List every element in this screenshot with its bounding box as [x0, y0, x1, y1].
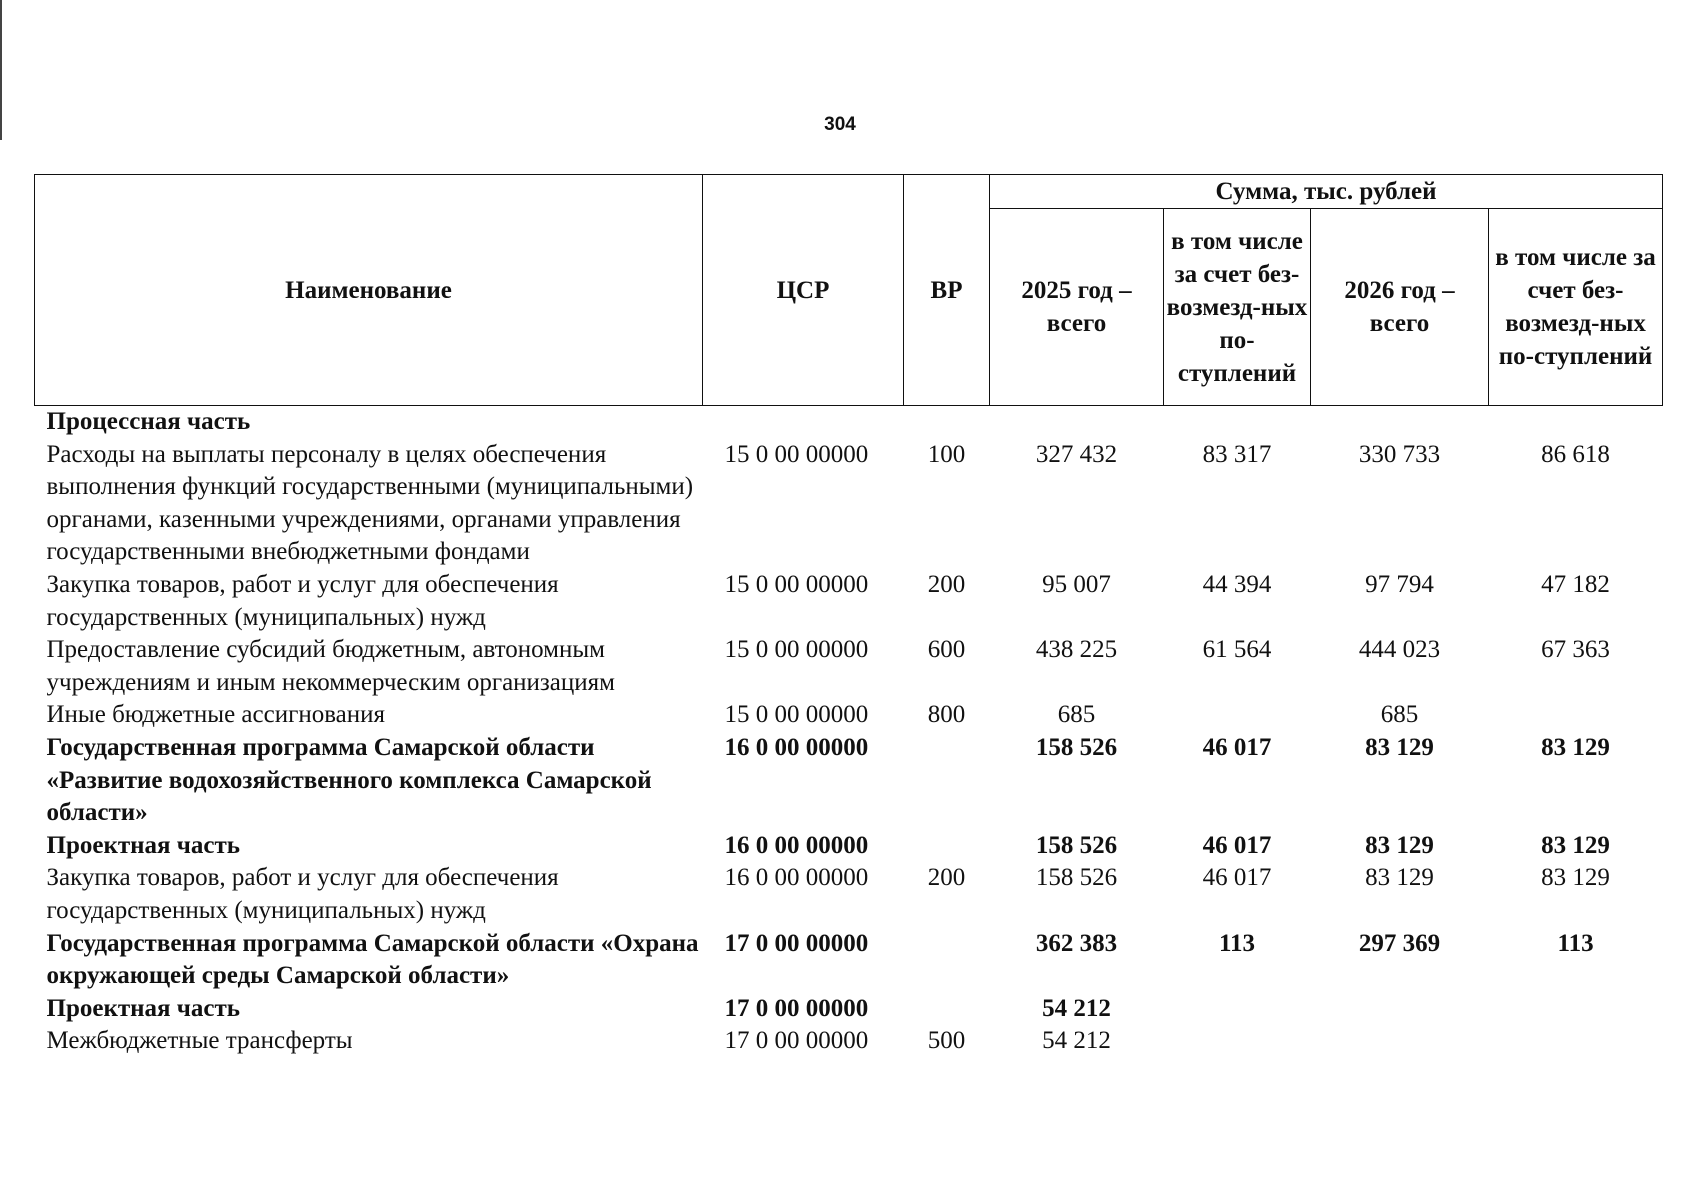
cell-name: Процессная часть	[46, 408, 251, 435]
cell-name: Межбюджетные трансферты	[46, 1027, 353, 1055]
table-row	[35, 862, 1663, 927]
cell-csr: 17 0 00 00000	[724, 929, 869, 957]
cell-2025-total: 158 526	[1035, 864, 1118, 892]
cell-2026-total: 444 023	[1358, 636, 1441, 664]
table-row	[35, 699, 1663, 732]
cell-2025-free: 46 017	[1202, 831, 1272, 859]
cell-vr: 800	[927, 701, 966, 729]
cell-name: Государственная программа Самарской области «Развитие водохозяйственного комплекса Самарской области»	[46, 733, 652, 827]
header-2025-total: 2025 год – всего	[990, 209, 1164, 406]
cell-2025-total: 438 225	[1035, 636, 1118, 664]
cell-2026-free: 113	[1557, 929, 1594, 957]
cell-2025-total	[990, 406, 1164, 439]
cell-2026-free	[1489, 993, 1663, 1026]
cell-vr: 100	[927, 440, 966, 468]
cell-name: Закупка товаров, работ и услуг для обеспечения государственных (муниципальных) нужд	[46, 570, 559, 631]
cell-name: Государственная программа Самарской области «Охрана окружающей среды Самарской области»	[46, 929, 699, 990]
cell-2025-free	[1164, 993, 1311, 1026]
cell-2025-free: 46 017	[1202, 864, 1272, 892]
header-csr: ЦСР	[703, 175, 904, 406]
page-number: 304	[824, 114, 856, 135]
cell-csr: 16 0 00 00000	[724, 733, 869, 761]
cell-2025-total: 158 526	[1035, 733, 1118, 761]
cell-2026-total: 83 129	[1365, 864, 1434, 892]
cell-2026-total	[1311, 406, 1489, 439]
cell-csr: 17 0 00 00000	[724, 994, 869, 1022]
cell-csr: 15 0 00 00000	[724, 636, 869, 664]
scan-edge-line	[0, 0, 2, 140]
cell-csr	[703, 406, 904, 439]
table-row	[35, 993, 1663, 1026]
header-2025-free: в том числе за счет без-возмезд-ных по-ступлений	[1164, 209, 1311, 406]
cell-csr: 17 0 00 00000	[724, 1027, 869, 1055]
cell-csr: 16 0 00 00000	[724, 864, 869, 892]
cell-csr: 15 0 00 00000	[724, 570, 869, 598]
header-name: Наименование	[35, 175, 703, 406]
cell-csr: 16 0 00 00000	[724, 831, 869, 859]
header-2026-total: 2026 год – всего	[1311, 209, 1489, 406]
cell-2026-free	[1489, 1025, 1663, 1058]
cell-2026-total: 297 369	[1358, 929, 1441, 957]
cell-csr: 15 0 00 00000	[724, 701, 869, 729]
cell-2025-free: 83 317	[1202, 440, 1272, 468]
cell-2026-total: 83 129	[1365, 733, 1434, 761]
cell-2025-free	[1164, 699, 1311, 732]
cell-2026-free	[1489, 406, 1663, 439]
cell-2026-total: 97 794	[1365, 570, 1434, 598]
cell-2026-free: 83 129	[1541, 864, 1610, 892]
cell-vr: 200	[927, 864, 966, 892]
cell-name: Расходы на выплаты персоналу в целях обеспечения выполнения функций государственными (муниципальными) органами, казенными учреждениями, органами управления государственными внебюджетными фондами	[46, 440, 694, 566]
cell-2026-free	[1489, 699, 1663, 732]
table-row	[35, 634, 1663, 699]
cell-2025-total: 327 432	[1035, 440, 1118, 468]
table-header	[35, 175, 1663, 406]
cell-2025-total: 54 212	[1042, 994, 1111, 1022]
cell-csr: 15 0 00 00000	[724, 440, 869, 468]
cell-2026-free: 86 618	[1541, 440, 1610, 468]
cell-2026-total: 685	[1380, 701, 1419, 729]
cell-2026-free: 67 363	[1541, 636, 1610, 664]
cell-2025-free	[1164, 406, 1311, 439]
cell-vr	[904, 928, 990, 993]
cell-vr: 500	[927, 1027, 966, 1055]
cell-2025-total: 158 526	[1035, 831, 1118, 859]
cell-2026-free: 83 129	[1541, 733, 1610, 761]
cell-2025-free: 44 394	[1202, 570, 1272, 598]
table-row	[35, 928, 1663, 993]
cell-name: Иные бюджетные ассигнования	[46, 701, 386, 729]
cell-2025-total: 54 212	[1042, 1027, 1111, 1055]
cell-2025-free: 61 564	[1202, 636, 1272, 664]
cell-name: Проектная часть	[46, 994, 241, 1022]
header-vr: ВР	[904, 175, 990, 406]
cell-2026-total: 330 733	[1358, 440, 1441, 468]
cell-vr	[904, 732, 990, 830]
cell-2025-total: 685	[1057, 701, 1096, 729]
cell-vr: 200	[927, 570, 966, 598]
table-row	[35, 569, 1663, 634]
table-row	[35, 830, 1663, 863]
cell-2026-free: 47 182	[1541, 570, 1610, 598]
header-sum-group: Сумма, тыс. рублей	[990, 175, 1663, 209]
table-row	[35, 732, 1663, 830]
cell-vr	[904, 406, 990, 439]
cell-2025-total: 95 007	[1042, 570, 1111, 598]
cell-name: Закупка товаров, работ и услуг для обеспечения государственных (муниципальных) нужд	[46, 864, 559, 924]
table-row	[35, 1025, 1663, 1058]
cell-2025-free: 113	[1218, 929, 1256, 957]
table-row	[35, 439, 1663, 569]
table-body	[35, 406, 1663, 1058]
cell-name: Проектная часть	[46, 831, 241, 859]
cell-2026-total	[1311, 993, 1489, 1026]
cell-name: Предоставление субсидий бюджетным, автономным учреждениям и иным некоммерческим организациям	[46, 636, 615, 696]
cell-2025-free	[1164, 1025, 1311, 1058]
budget-table	[34, 174, 1663, 1058]
cell-vr	[904, 993, 990, 1026]
header-2026-free: в том числе за счет без-возмезд-ных по-ступлений	[1489, 209, 1663, 406]
cell-2025-free: 46 017	[1202, 733, 1272, 761]
cell-vr: 600	[927, 636, 966, 664]
cell-2026-free: 83 129	[1541, 831, 1610, 859]
cell-2026-total	[1311, 1025, 1489, 1058]
cell-vr	[904, 830, 990, 863]
cell-2026-total: 83 129	[1365, 831, 1434, 859]
cell-2025-total: 362 383	[1035, 929, 1118, 957]
table-row	[35, 406, 1663, 439]
